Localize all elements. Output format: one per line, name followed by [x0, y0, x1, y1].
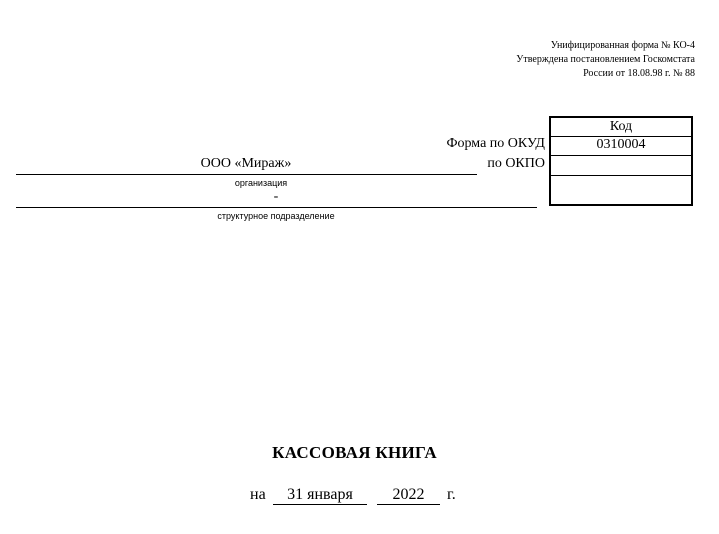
date-day-month: 31 января — [273, 486, 367, 505]
approval-date-note: России от 18.08.98 г. № 88 — [583, 68, 695, 79]
organization-name: ООО «Мираж» — [200, 156, 292, 171]
okpo-label: по ОКПО — [487, 156, 545, 171]
extra-code-cell — [551, 175, 691, 204]
okud-code-cell: 0310004 — [551, 136, 691, 156]
date-suffix: г. — [447, 486, 456, 503]
division-underline — [16, 207, 537, 208]
date-prefix: на — [250, 486, 266, 503]
date-year: 2022 — [377, 486, 440, 505]
document-title: КАССОВАЯ КНИГА — [272, 443, 437, 462]
organization-caption: организация — [234, 178, 288, 188]
okpo-code-cell — [551, 155, 691, 176]
codes-header: Код — [551, 118, 691, 137]
okud-label: Форма по ОКУД — [446, 136, 545, 151]
approval-note: Утверждена постановлением Госкомстата — [516, 54, 695, 65]
codes-table — [549, 116, 693, 206]
division-name: - — [273, 189, 279, 204]
form-code-note: Унифицированная форма № КО-4 — [550, 40, 695, 51]
division-caption: структурное подразделение — [217, 211, 335, 221]
organization-underline — [16, 174, 477, 175]
